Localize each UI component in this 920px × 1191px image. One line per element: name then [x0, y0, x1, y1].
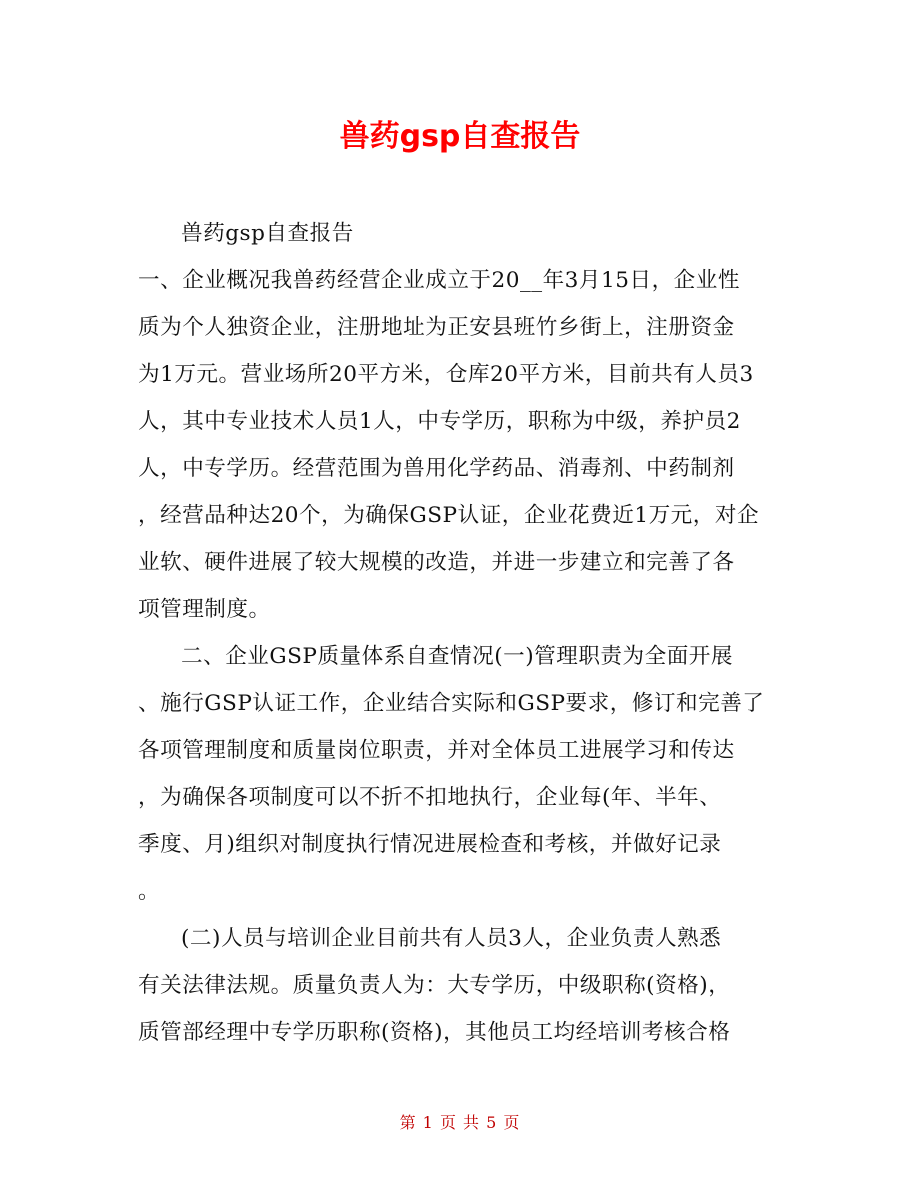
body-line: ，为确保各项制度可以不折不扣地执行，企业每(年、半年、 [138, 785, 722, 810]
body-line: 有关法律法规。质量负责人为：大专学历，中级职称(资格)， [138, 973, 731, 998]
body-line: 一、企业概况我兽药经营企业成立于20__年3月15日，企业性 [138, 268, 740, 293]
document-body [138, 210, 788, 1056]
body-line: 各项管理制度和质量岗位职责，并对全体员工进展学习和传达 [138, 738, 735, 763]
body-line: 人，中专学历。经营范围为兽用化学药品、消毒剂、中药制剂 [138, 456, 735, 481]
body-line: 人，其中专业技术人员1人，中专学历，职称为中级，养护员2 [138, 409, 741, 434]
body-line: 质管部经理中专学历职称(资格)，其他员工均经培训考核合格 [138, 1020, 731, 1045]
body-line: 、施行GSP认证工作，企业结合实际和GSP要求，修订和完善了 [138, 691, 765, 716]
body-line: 业软、硬件进展了较大规模的改造，并进一步建立和完善了各 [138, 550, 735, 575]
body-line: 二、企业GSP质量体系自查情况(一)管理职责为全面开展 [181, 644, 733, 669]
body-line: ，经营品种达20个，为确保GSP认证，企业花费近1万元，对企 [138, 503, 760, 528]
body-line: (二)人员与培训企业目前共有人员3人，企业负责人熟悉 [181, 926, 722, 951]
body-line: 为1万元。营业场所20平方米，仓库20平方米，目前共有人员3 [138, 362, 754, 387]
body-line: 季度、月)组织对制度执行情况进展检查和考核，并做好记录 [138, 832, 722, 857]
body-line: 。 [138, 879, 161, 904]
body-line: 项管理制度。 [138, 597, 271, 622]
document-title: 兽药gsp自查报告 [339, 119, 581, 154]
body-line: 质为个人独资企业，注册地址为正安县班竹乡街上，注册资金 [138, 315, 735, 340]
page-number-footer: 第 1 页 共 5 页 [399, 1113, 521, 1132]
body-line: 兽药gsp自查报告 [181, 221, 354, 246]
